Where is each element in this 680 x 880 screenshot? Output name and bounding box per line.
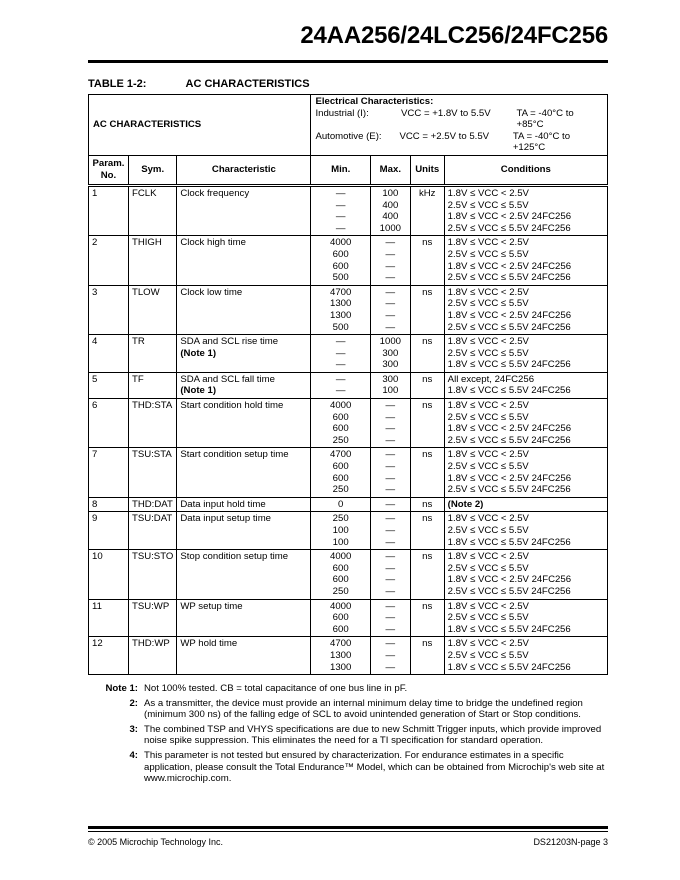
min-values-value: 4700	[330, 638, 352, 650]
max-values-value: —	[385, 472, 396, 484]
units: ns	[410, 285, 444, 334]
table-row	[89, 448, 608, 497]
param-no: 2	[89, 236, 129, 285]
min-values	[311, 372, 370, 398]
elec-title: Electrical Characteristics:	[315, 96, 434, 107]
max-values-value: 300	[382, 359, 399, 371]
characteristic	[177, 497, 311, 512]
table-row	[89, 512, 608, 550]
characteristic-text: WP setup time	[180, 600, 243, 612]
conditions-value: 1.8V ≤ VCC ≤ 5.5V 24FC256	[447, 623, 571, 635]
max-values-value: 1000	[379, 336, 401, 348]
page-title: 24AA256/24LC256/24FC256	[300, 22, 608, 49]
characteristic-text: Clock low time	[180, 286, 243, 298]
characteristic-text: SDA and SCL fall time	[180, 373, 275, 385]
units: ns	[410, 599, 444, 637]
conditions-value: 2.5V ≤ VCC ≤ 5.5V	[447, 248, 529, 260]
max-values-value: —	[385, 623, 396, 635]
table-row	[89, 185, 608, 235]
conditions	[444, 550, 607, 599]
conditions-value: 1.8V ≤ VCC < 2.5V	[447, 513, 529, 525]
characteristic	[177, 236, 311, 285]
conditions-value: 2.5V ≤ VCC ≤ 5.5V 24FC256	[447, 321, 571, 333]
min-values-value: 600	[332, 423, 349, 435]
symbol: TSU:STO	[128, 550, 176, 599]
min-values-value: 600	[332, 612, 349, 624]
conditions-value: 2.5V ≤ VCC ≤ 5.5V	[447, 298, 529, 310]
conditions-value: 2.5V ≤ VCC ≤ 5.5V	[447, 562, 529, 574]
min-values-value: 4000	[330, 551, 352, 563]
units: ns	[410, 550, 444, 599]
max-values-value: —	[385, 562, 396, 574]
max-values	[370, 550, 410, 599]
footer-doc-id: DS21203N-page 3	[533, 837, 608, 847]
min-values-value: —	[335, 336, 346, 348]
table-caption	[88, 78, 310, 90]
ac-characteristics-table	[88, 94, 608, 675]
max-values-value: —	[385, 449, 396, 461]
min-values	[311, 637, 370, 675]
min-values-value: —	[335, 199, 346, 211]
table-row	[89, 637, 608, 675]
param-no: 3	[89, 285, 129, 334]
units: ns	[410, 497, 444, 512]
electrical-characteristics	[311, 95, 608, 156]
elec-row-industrial: Industrial (I): VCC = +1.8V to 5.5V TA = -40°C to +85°C	[315, 107, 574, 131]
units: ns	[410, 335, 444, 373]
section-label: AC CHARACTERISTICS	[89, 95, 311, 156]
characteristic-note: (Note 1)	[180, 347, 217, 359]
min-values-value: 4000	[330, 600, 352, 612]
conditions-value: 2.5V ≤ VCC ≤ 5.5V	[447, 525, 529, 536]
conditions-value: 1.8V ≤ VCC < 2.5V	[447, 449, 529, 461]
note-text: The combined TSP and VHYS specifications are due to new Schmitt Trigger inputs, which provide improved noise spike suppression. This eliminates the need for a TI specification for standard operation.	[144, 723, 602, 747]
characteristic	[177, 399, 311, 448]
min-values-value: 250	[332, 484, 349, 496]
min-values	[311, 512, 370, 550]
note-label: 3:	[129, 723, 138, 735]
conditions-value: 1.8V ≤ VCC < 2.5V 24FC256	[447, 309, 572, 321]
conditions-value: 1.8V ≤ VCC ≤ 5.5V 24FC256	[447, 661, 571, 673]
min-values-value: 4700	[330, 449, 352, 461]
param-no: 9	[89, 512, 129, 550]
conditions-value: 1.8V ≤ VCC < 2.5V	[447, 237, 529, 249]
max-values-value: —	[385, 248, 396, 260]
characteristic	[177, 335, 311, 373]
max-values	[370, 185, 410, 235]
min-values	[311, 236, 370, 285]
min-values-value: 250	[332, 434, 349, 446]
title-rule	[88, 60, 608, 63]
conditions	[444, 185, 607, 235]
characteristic-text: Start condition setup time	[180, 449, 289, 461]
conditions-value: 2.5V ≤ VCC ≤ 5.5V 24FC256	[447, 484, 571, 496]
conditions-value: 2.5V ≤ VCC ≤ 5.5V 24FC256	[447, 222, 571, 234]
symbol: TLOW	[128, 285, 176, 334]
min-values-value: 4000	[330, 400, 352, 412]
param-no: 8	[89, 497, 129, 512]
conditions-value: 1.8V ≤ VCC < 2.5V	[447, 638, 529, 650]
characteristic	[177, 599, 311, 637]
max-values-value: —	[385, 260, 396, 272]
min-values-value: —	[335, 347, 346, 359]
max-values	[370, 637, 410, 675]
min-values-value: 500	[332, 321, 349, 333]
max-values-value: —	[385, 536, 396, 548]
max-values-value: —	[385, 272, 396, 284]
min-values-value: —	[335, 385, 346, 397]
max-values-value: —	[385, 551, 396, 563]
table-row	[89, 497, 608, 512]
conditions	[444, 512, 607, 550]
max-values-value: —	[385, 498, 396, 510]
conditions-value: 1.8V ≤ VCC < 2.5V	[447, 336, 529, 348]
units: kHz	[410, 185, 444, 235]
note-item	[88, 683, 608, 695]
units: ns	[410, 372, 444, 398]
min-values-value: 600	[332, 623, 349, 635]
max-values	[370, 372, 410, 398]
characteristic-text: Data input setup time	[180, 513, 272, 525]
conditions-value: 1.8V ≤ VCC < 2.5V 24FC256	[447, 423, 572, 435]
max-values-value: —	[385, 309, 396, 321]
table-caption-name: AC CHARACTERISTICS	[185, 78, 310, 90]
symbol: TR	[128, 335, 176, 373]
max-values-value: —	[385, 411, 396, 423]
param-no: 5	[89, 372, 129, 398]
min-values	[311, 550, 370, 599]
min-values-value: 250	[332, 513, 349, 525]
min-values-value: 1300	[330, 298, 352, 310]
units: ns	[410, 399, 444, 448]
max-values-value: 100	[382, 385, 399, 397]
col-max: Max.	[370, 155, 410, 185]
characteristic	[177, 185, 311, 235]
min-values-value: 1300	[330, 309, 352, 321]
conditions-value: 1.8V ≤ VCC ≤ 5.5V 24FC256	[447, 359, 571, 371]
conditions-value: 1.8V ≤ VCC ≤ 5.5V 24FC256	[447, 385, 571, 397]
characteristic	[177, 550, 311, 599]
conditions-value: 2.5V ≤ VCC ≤ 5.5V	[447, 411, 529, 423]
units: ns	[410, 448, 444, 497]
conditions-value: 2.5V ≤ VCC ≤ 5.5V	[447, 612, 529, 624]
col-min: Min.	[311, 155, 370, 185]
min-values-value: 600	[332, 461, 349, 473]
conditions	[444, 599, 607, 637]
max-values	[370, 599, 410, 637]
min-values-value: 500	[332, 272, 349, 284]
min-values	[311, 448, 370, 497]
max-values-value: —	[385, 661, 396, 673]
symbol: THIGH	[128, 236, 176, 285]
conditions	[444, 236, 607, 285]
min-values-value: 1300	[330, 661, 352, 673]
units: ns	[410, 236, 444, 285]
conditions-value: 1.8V ≤ VCC < 2.5V	[447, 600, 529, 612]
characteristic	[177, 637, 311, 675]
note-text: Not 100% tested. CB = total capacitance of one bus line in pF.	[144, 683, 408, 694]
max-values	[370, 399, 410, 448]
table-row	[89, 599, 608, 637]
max-values-value: —	[385, 484, 396, 496]
min-values-value: —	[335, 359, 346, 371]
max-values-value: —	[385, 434, 396, 446]
min-values-value: 4700	[330, 286, 352, 298]
characteristic-note: (Note 1)	[180, 385, 217, 397]
max-values-value: —	[385, 600, 396, 612]
conditions-value: 2.5V ≤ VCC ≤ 5.5V	[447, 461, 529, 473]
col-param: Param. No.	[89, 155, 129, 185]
max-values	[370, 335, 410, 373]
symbol: THD:WP	[128, 637, 176, 675]
characteristic	[177, 372, 311, 398]
param-no: 7	[89, 448, 129, 497]
max-values	[370, 448, 410, 497]
conditions-value: 1.8V ≤ VCC < 2.5V	[447, 187, 529, 199]
min-values-value: 600	[332, 260, 349, 272]
conditions-value: All except, 24FC256	[447, 373, 535, 385]
characteristic	[177, 285, 311, 334]
note-item	[88, 750, 608, 785]
param-no: 12	[89, 637, 129, 675]
conditions-value: 2.5V ≤ VCC ≤ 5.5V 24FC256	[447, 272, 571, 284]
param-no: 4	[89, 335, 129, 373]
max-values	[370, 512, 410, 550]
characteristic	[177, 448, 311, 497]
min-values-value: 600	[332, 562, 349, 574]
col-sym: Sym.	[128, 155, 176, 185]
max-values-value: —	[385, 298, 396, 310]
max-values-value: 100	[382, 187, 399, 199]
col-conditions: Conditions	[444, 155, 607, 185]
note-label: 4:	[129, 749, 138, 761]
units: ns	[410, 512, 444, 550]
symbol: TF	[128, 372, 176, 398]
conditions-value: 1.8V ≤ VCC < 2.5V 24FC256	[447, 260, 572, 272]
param-no: 1	[89, 185, 129, 235]
table-row	[89, 236, 608, 285]
conditions-value: 1.8V ≤ VCC < 2.5V	[447, 286, 529, 298]
min-values-value: 1300	[330, 649, 352, 661]
symbol: THD:DAT	[128, 497, 176, 512]
footer-rule	[88, 826, 608, 829]
units: ns	[410, 637, 444, 675]
min-values-value: 600	[332, 411, 349, 423]
min-values	[311, 599, 370, 637]
conditions-value: 2.5V ≤ VCC ≤ 5.5V 24FC256	[447, 434, 571, 446]
conditions	[444, 448, 607, 497]
characteristic-text: WP hold time	[180, 638, 238, 650]
max-values-value: —	[385, 612, 396, 624]
min-values-value: —	[335, 187, 346, 199]
max-values-value: 400	[382, 211, 399, 223]
column-header-row	[89, 155, 608, 185]
conditions	[444, 372, 607, 398]
max-values-value: —	[385, 423, 396, 435]
max-values-value: —	[385, 461, 396, 473]
max-values-value: 1000	[379, 222, 401, 234]
table-row	[89, 399, 608, 448]
note-text: This parameter is not tested but ensured by characterization. For endurance estimates in a specific application, please consult the Total Endurance™ Model, which can be obtained from Microchip's web site at www.microchip.com.	[144, 749, 605, 785]
characteristic-text: Data input hold time	[180, 498, 266, 510]
max-values-value: —	[385, 585, 396, 597]
conditions-value: 2.5V ≤ VCC ≤ 5.5V	[447, 649, 529, 661]
conditions	[444, 399, 607, 448]
conditions-value: 1.8V ≤ VCC < 2.5V	[447, 400, 529, 412]
param-no: 6	[89, 399, 129, 448]
max-values-value: —	[385, 638, 396, 650]
col-characteristic: Characteristic	[177, 155, 311, 185]
max-values-value: 300	[382, 347, 399, 359]
table-row	[89, 285, 608, 334]
max-values-value: 300	[382, 373, 399, 385]
max-values-value: —	[385, 400, 396, 412]
min-values-value: 250	[332, 585, 349, 597]
symbol: FCLK	[128, 185, 176, 235]
note-item	[88, 698, 608, 721]
conditions-value: 1.8V ≤ VCC < 2.5V 24FC256	[447, 211, 572, 223]
symbol: TSU:DAT	[128, 512, 176, 550]
elec-row-automotive: Automotive (E): VCC = +2.5V to 5.5V TA = -40°C to +125°C	[315, 130, 571, 154]
conditions-value: (Note 2)	[447, 498, 484, 510]
conditions-value: 1.8V ≤ VCC < 2.5V	[447, 551, 529, 563]
max-values-value: —	[385, 286, 396, 298]
conditions-value: 2.5V ≤ VCC ≤ 5.5V	[447, 199, 529, 211]
min-values-value: 100	[332, 525, 349, 536]
min-values-value: 600	[332, 248, 349, 260]
min-values	[311, 285, 370, 334]
min-values-value: 0	[338, 498, 344, 510]
characteristic-text: Clock frequency	[180, 187, 250, 199]
table-row	[89, 550, 608, 599]
min-values	[311, 399, 370, 448]
max-values-value: —	[385, 513, 396, 525]
footer-copyright: © 2005 Microchip Technology Inc.	[88, 837, 224, 847]
conditions-value: 1.8V ≤ VCC < 2.5V 24FC256	[447, 574, 572, 586]
min-values-value: —	[335, 373, 346, 385]
symbol: THD:STA	[128, 399, 176, 448]
max-values	[370, 236, 410, 285]
footer-rule-thin	[88, 831, 608, 832]
characteristic-text: Clock high time	[180, 237, 246, 249]
characteristic-text: SDA and SCL rise time	[180, 336, 279, 348]
min-values	[311, 335, 370, 373]
notes	[88, 683, 608, 788]
conditions	[444, 335, 607, 373]
min-values-value: 4000	[330, 237, 352, 249]
table-row	[89, 372, 608, 398]
table-row	[89, 335, 608, 373]
symbol: TSU:WP	[128, 599, 176, 637]
max-values-value: —	[385, 574, 396, 586]
conditions	[444, 285, 607, 334]
conditions-value: 1.8V ≤ VCC < 2.5V 24FC256	[447, 472, 572, 484]
characteristic-text: Start condition hold time	[180, 400, 284, 412]
col-units: Units	[410, 155, 444, 185]
min-values-value: —	[335, 222, 346, 234]
min-values-value: 600	[332, 574, 349, 586]
max-values-value: 400	[382, 199, 399, 211]
characteristic-text: Stop condition setup time	[180, 551, 289, 563]
note-text: As a transmitter, the device must provide an internal minimum delay time to bridge the undefined region (minimum 300 ns) of the falling edge of SCL to avoid unintended generation of Start or Stop conditions.	[144, 697, 583, 721]
conditions-value: 2.5V ≤ VCC ≤ 5.5V	[447, 347, 529, 359]
note-label: Note 1:	[105, 683, 138, 694]
max-values-value: —	[385, 649, 396, 661]
max-values	[370, 497, 410, 512]
conditions	[444, 637, 607, 675]
conditions-value: 2.5V ≤ VCC ≤ 5.5V 24FC256	[447, 585, 571, 597]
min-values	[311, 497, 370, 512]
max-values-value: —	[385, 525, 396, 536]
min-values-value: 600	[332, 472, 349, 484]
param-no: 11	[89, 599, 129, 637]
max-values-value: —	[385, 237, 396, 249]
table-caption-label: TABLE 1-2:	[88, 78, 147, 90]
conditions	[444, 497, 607, 512]
min-values	[311, 185, 370, 235]
param-no: 10	[89, 550, 129, 599]
min-values-value: —	[335, 211, 346, 223]
symbol: TSU:STA	[128, 448, 176, 497]
note-label: 2:	[129, 697, 138, 709]
min-values-value: 100	[332, 536, 349, 548]
conditions-value: 1.8V ≤ VCC ≤ 5.5V 24FC256	[447, 536, 571, 548]
note-item	[88, 724, 608, 747]
max-values-value: —	[385, 321, 396, 333]
characteristic	[177, 512, 311, 550]
max-values	[370, 285, 410, 334]
